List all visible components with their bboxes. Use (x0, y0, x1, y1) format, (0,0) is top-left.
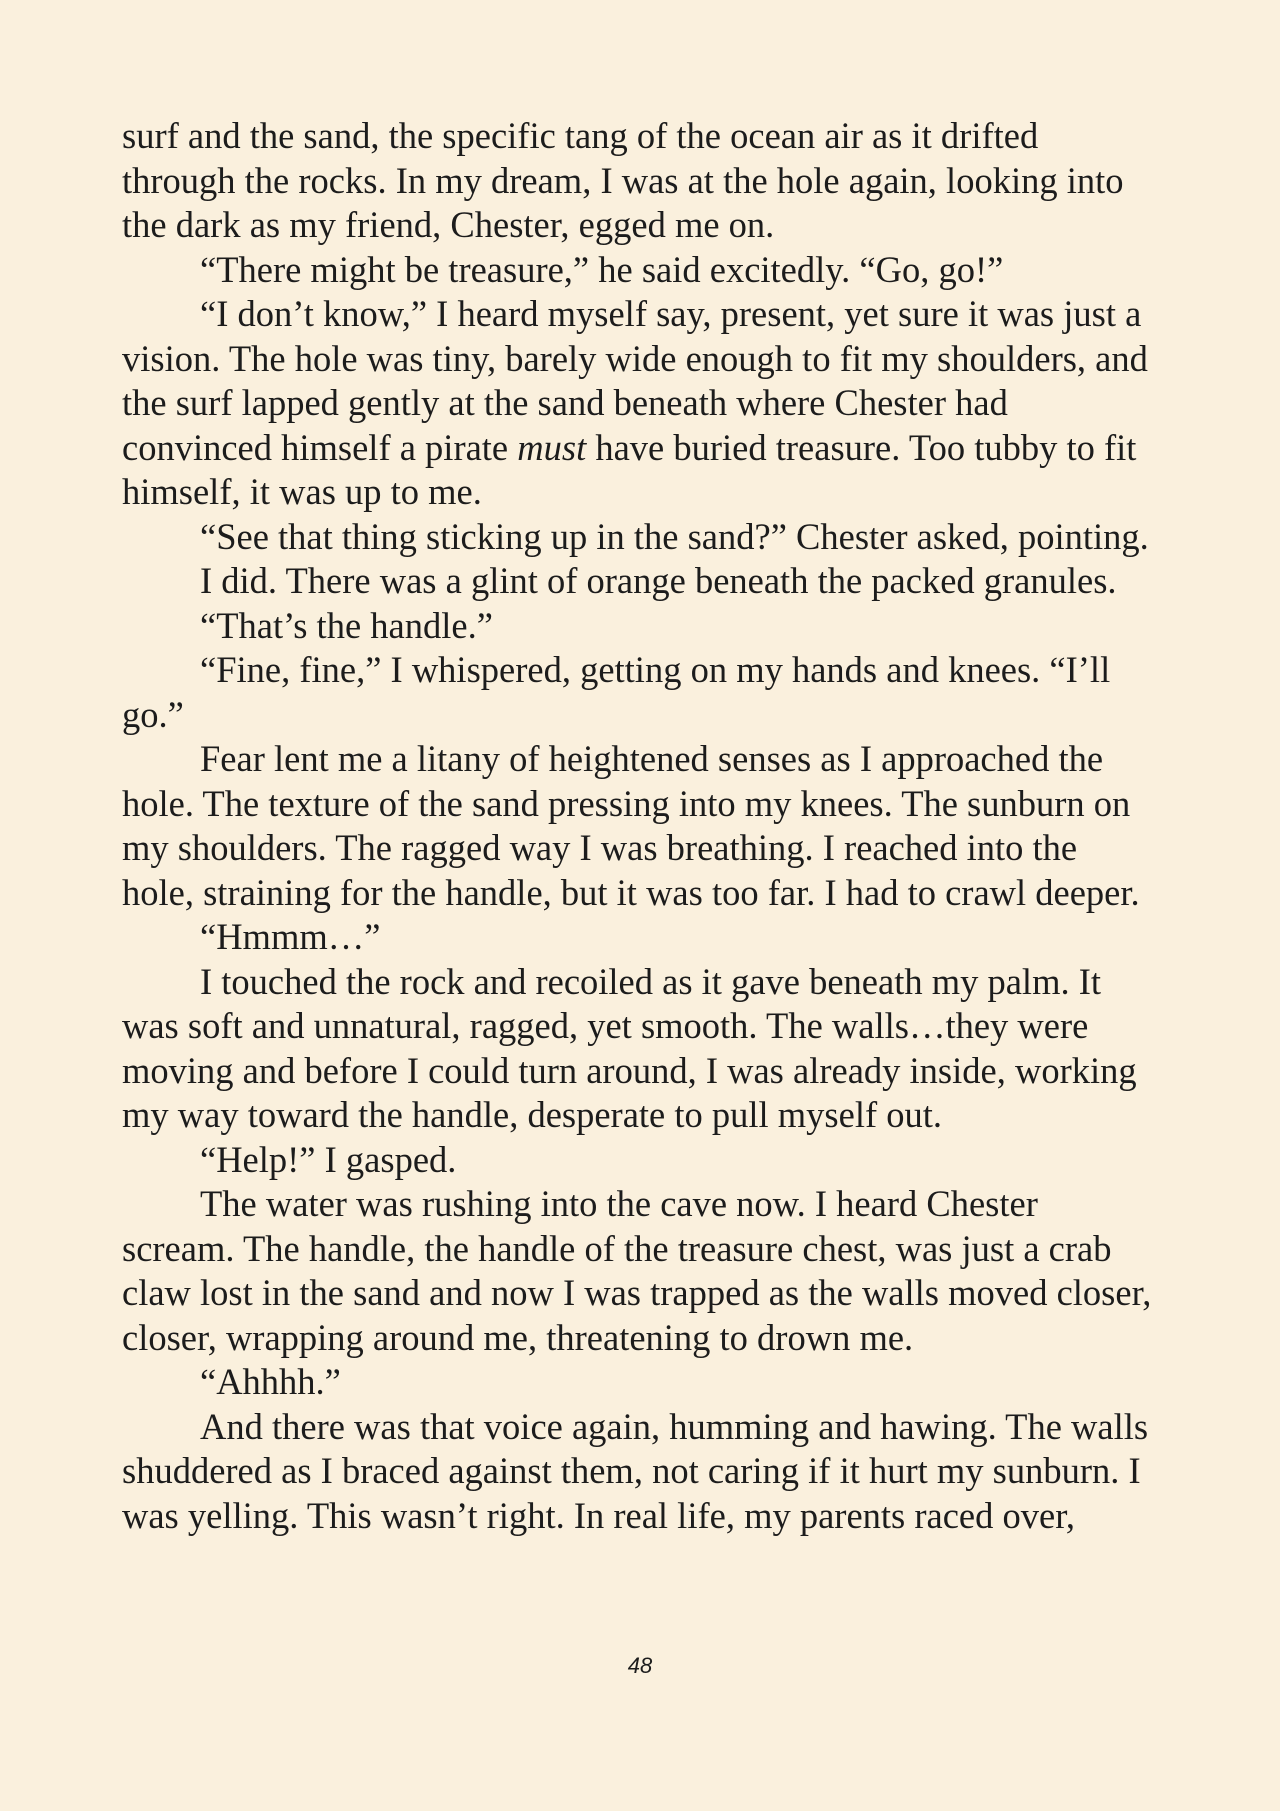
text-line: surf and the sand, the specific tang of the ocean air as it drifted (122, 115, 1039, 156)
text-line-with-emphasis (122, 426, 1182, 471)
text-line: shuddered as I braced against them, not caring if it hurt my sunburn. I (122, 1450, 1141, 1491)
text-line: my shoulders. The ragged way I was breathing. I reached into the (122, 827, 1078, 868)
text-line: I did. There was a glint of orange beneath the packed granules. (200, 560, 1117, 601)
text-line: hole, straining for the handle, but it was too far. I had to crawl deeper. (122, 871, 1140, 913)
page-number: 48 (627, 1653, 653, 1678)
text-line: “See that thing sticking up in the sand?” Chester asked, pointing. (200, 515, 1149, 557)
text-line: The water was rushing into the cave now. I heard Chester (200, 1183, 1038, 1224)
text-line: “Ahhhh.” (200, 1361, 341, 1402)
text-line: “I don’t know,” I heard myself say, present, yet sure it was just a (200, 293, 1142, 334)
text-line: “Fine, fine,” I whispered, getting on my hands and knees. “I’ll (200, 649, 1111, 690)
text-line: the dark as my friend, Chester, egged me on. (122, 204, 775, 245)
text-line: go.” (122, 693, 184, 735)
emphasized-word: must (517, 426, 587, 468)
text-line: “That’s the handle.” (200, 604, 493, 646)
text-line: scream. The handle, the handle of the treasure chest, was just a crab (122, 1227, 1112, 1269)
text-line: “Hmmm…” (200, 916, 381, 957)
text-line: vision. The hole was tiny, barely wide enough to fit my shoulders, and (122, 337, 1148, 379)
text-line: was soft and unnatural, ragged, yet smooth. The walls…they were (122, 1005, 1089, 1046)
text-segment: have buried treasure. Too tubby to fit (586, 426, 1137, 468)
text-line: hole. The texture of the sand pressing into my knees. The sunburn on (122, 782, 1131, 824)
page-body (122, 114, 1182, 1538)
text-line: And there was that voice again, humming and hawing. The walls (200, 1405, 1149, 1447)
text-line: Fear lent me a litany of heightened senses as I approached the (200, 738, 1104, 779)
text-line: himself, it was up to me. (122, 471, 482, 512)
text-line: moving and before I could turn around, I was already inside, working (122, 1049, 1137, 1091)
text-line: “There might be treasure,” he said excitedly. “Go, go!” (200, 248, 1004, 290)
text-line: my way toward the handle, desperate to pull myself out. (122, 1094, 943, 1135)
text-line: closer, wrapping around me, threatening to drown me. (122, 1316, 914, 1358)
text-line: claw lost in the sand and now I was trapped as the walls moved closer, (122, 1272, 1152, 1313)
text-line: the surf lapped gently at the sand beneath where Chester had (122, 382, 1008, 423)
text-line: I touched the rock and recoiled as it gave beneath my palm. It (200, 960, 1102, 1002)
text-line: was yelling. This wasn’t right. In real life, my parents raced over, (122, 1494, 1076, 1536)
text-line: through the rocks. In my dream, I was at the hole again, looking into (122, 159, 1124, 201)
text-segment: convinced himself a pirate (122, 426, 518, 468)
text-line: “Help!” I gasped. (200, 1138, 457, 1180)
